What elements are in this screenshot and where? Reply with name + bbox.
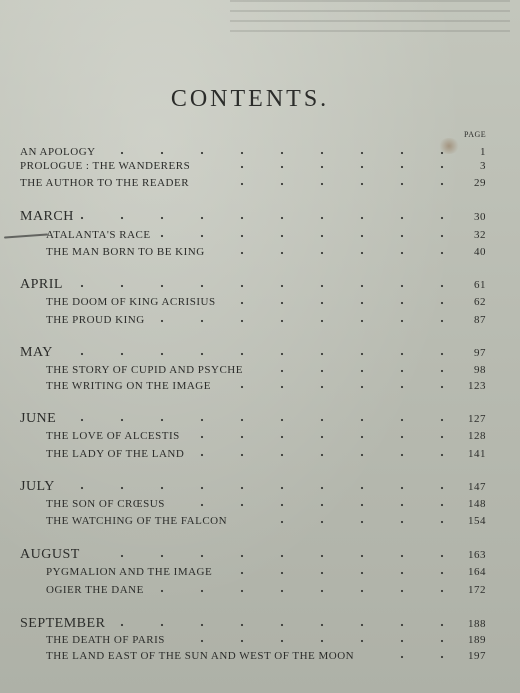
toc-entry-label: JULY xyxy=(20,479,55,494)
toc-entry-label: THE STORY OF CUPID AND PSYCHE xyxy=(46,364,243,376)
toc-entry-label: THE PROUD KING xyxy=(46,314,145,326)
dot-leader xyxy=(120,616,462,632)
toc-entry xyxy=(0,582,500,598)
toc-entry-page: 128 xyxy=(468,430,486,442)
dot-leader xyxy=(80,411,462,427)
dot-leader xyxy=(240,175,462,191)
dot-leader xyxy=(180,496,462,512)
toc-entry-page: 1 xyxy=(480,146,486,158)
toc-entry-page: 189 xyxy=(468,634,486,646)
page-title: CONTENTS. xyxy=(170,86,330,112)
toc-entry-page: 164 xyxy=(468,566,486,578)
toc-entry xyxy=(0,564,500,580)
toc-entry-page: 3 xyxy=(480,160,486,172)
toc-entry xyxy=(0,227,500,243)
dot-leader xyxy=(230,158,462,174)
toc-entry-page: 62 xyxy=(474,296,486,308)
toc-entry xyxy=(0,513,500,529)
dot-leader xyxy=(250,513,462,529)
toc-entry-label: THE AUTHOR TO THE READER xyxy=(20,177,190,189)
toc-entry xyxy=(0,428,500,444)
toc-entry-page: 123 xyxy=(468,380,486,392)
toc-month-heading xyxy=(0,277,500,293)
toc-month-heading xyxy=(0,345,500,361)
toc-month-heading xyxy=(0,547,500,563)
toc-entry-label: SEPTEMBER xyxy=(20,616,106,631)
toc-entry-label: AUGUST xyxy=(20,547,80,562)
toc-entry-label: THE WRITING ON THE IMAGE xyxy=(46,380,211,392)
toc-entry xyxy=(0,294,500,310)
toc-entry-page: 30 xyxy=(474,211,486,223)
dot-leader xyxy=(230,564,462,580)
toc-entry-page: 197 xyxy=(468,650,486,662)
toc-entry-page: 154 xyxy=(468,515,486,527)
toc-entry-label: THE LAND EAST OF THE SUN AND WEST OF THE MOON xyxy=(46,650,355,662)
toc-entry-label: APRIL xyxy=(20,277,63,292)
toc-month-heading xyxy=(0,411,500,427)
toc-entry-label: THE LADY OF THE LAND xyxy=(46,448,185,460)
toc-entry xyxy=(0,648,500,664)
dot-leader xyxy=(200,446,462,462)
toc-entry-label: THE LOVE OF ALCESTIS xyxy=(46,430,180,442)
toc-entry-label: JUNE xyxy=(20,411,57,426)
dot-leader xyxy=(160,582,462,598)
toc-entry-label: OGIER THE DANE xyxy=(46,584,144,596)
toc-entry xyxy=(0,362,500,378)
dot-leader xyxy=(150,312,462,328)
toc-entry-page: 61 xyxy=(474,279,486,291)
toc-entry-page: 141 xyxy=(468,448,486,460)
toc-entry-label: THE MAN BORN TO BE KING xyxy=(46,246,205,258)
toc-entry-page: 147 xyxy=(468,481,486,493)
dot-leader xyxy=(400,648,462,664)
toc-month-heading xyxy=(0,616,500,632)
toc-entry-page: 163 xyxy=(468,549,486,561)
dot-leader xyxy=(80,209,462,225)
toc-entry xyxy=(0,158,500,174)
dot-leader xyxy=(240,378,462,394)
dot-leader xyxy=(80,277,462,293)
dot-leader xyxy=(200,428,462,444)
toc-entry-label: ATALANTA'S RACE xyxy=(46,229,151,241)
toc-entry-label: THE SON OF CRŒSUS xyxy=(46,498,165,510)
toc-entry xyxy=(0,496,500,512)
dot-leader xyxy=(190,632,462,648)
toc-entry-page: 127 xyxy=(468,413,486,425)
toc-entry-label: AN APOLOGY xyxy=(20,146,96,158)
dot-leader xyxy=(270,362,462,378)
dot-leader xyxy=(160,227,462,243)
toc-entry-label: MAY xyxy=(20,345,53,360)
toc-entry-label: THE DEATH OF PARIS xyxy=(46,634,165,646)
dot-leader xyxy=(80,479,462,495)
toc-month-heading xyxy=(0,209,500,225)
dot-leader xyxy=(240,294,462,310)
toc-entry xyxy=(0,632,500,648)
toc-entry-page: 188 xyxy=(468,618,486,630)
toc-entry-label: MARCH xyxy=(20,209,74,224)
bleed-through-text xyxy=(230,0,510,40)
toc-entry-page: 40 xyxy=(474,246,486,258)
dot-leader xyxy=(90,547,462,563)
page-column-label: PAGE xyxy=(464,130,487,139)
toc-entry-label: PROLOGUE : THE WANDERERS xyxy=(20,160,191,172)
toc-month-heading xyxy=(0,479,500,495)
toc-entry-page: 87 xyxy=(474,314,486,326)
toc-entry-label: THE DOOM OF KING ACRISIUS xyxy=(46,296,216,308)
toc-entry-page: 32 xyxy=(474,229,486,241)
toc-entry xyxy=(0,175,500,191)
toc-entry-label: PYGMALION AND THE IMAGE xyxy=(46,566,213,578)
toc-entry xyxy=(0,244,500,260)
toc-entry-page: 29 xyxy=(474,177,486,189)
toc-entry xyxy=(0,312,500,328)
dot-leader xyxy=(60,345,462,361)
toc-entry-label: THE WATCHING OF THE FALCON xyxy=(46,515,228,527)
dot-leader xyxy=(230,244,462,260)
toc-entry-page: 172 xyxy=(468,584,486,596)
toc-entry-page: 148 xyxy=(468,498,486,510)
toc-entry xyxy=(0,446,500,462)
toc-entry xyxy=(0,378,500,394)
toc-entry-page: 98 xyxy=(474,364,486,376)
toc-entry-page: 97 xyxy=(474,347,486,359)
